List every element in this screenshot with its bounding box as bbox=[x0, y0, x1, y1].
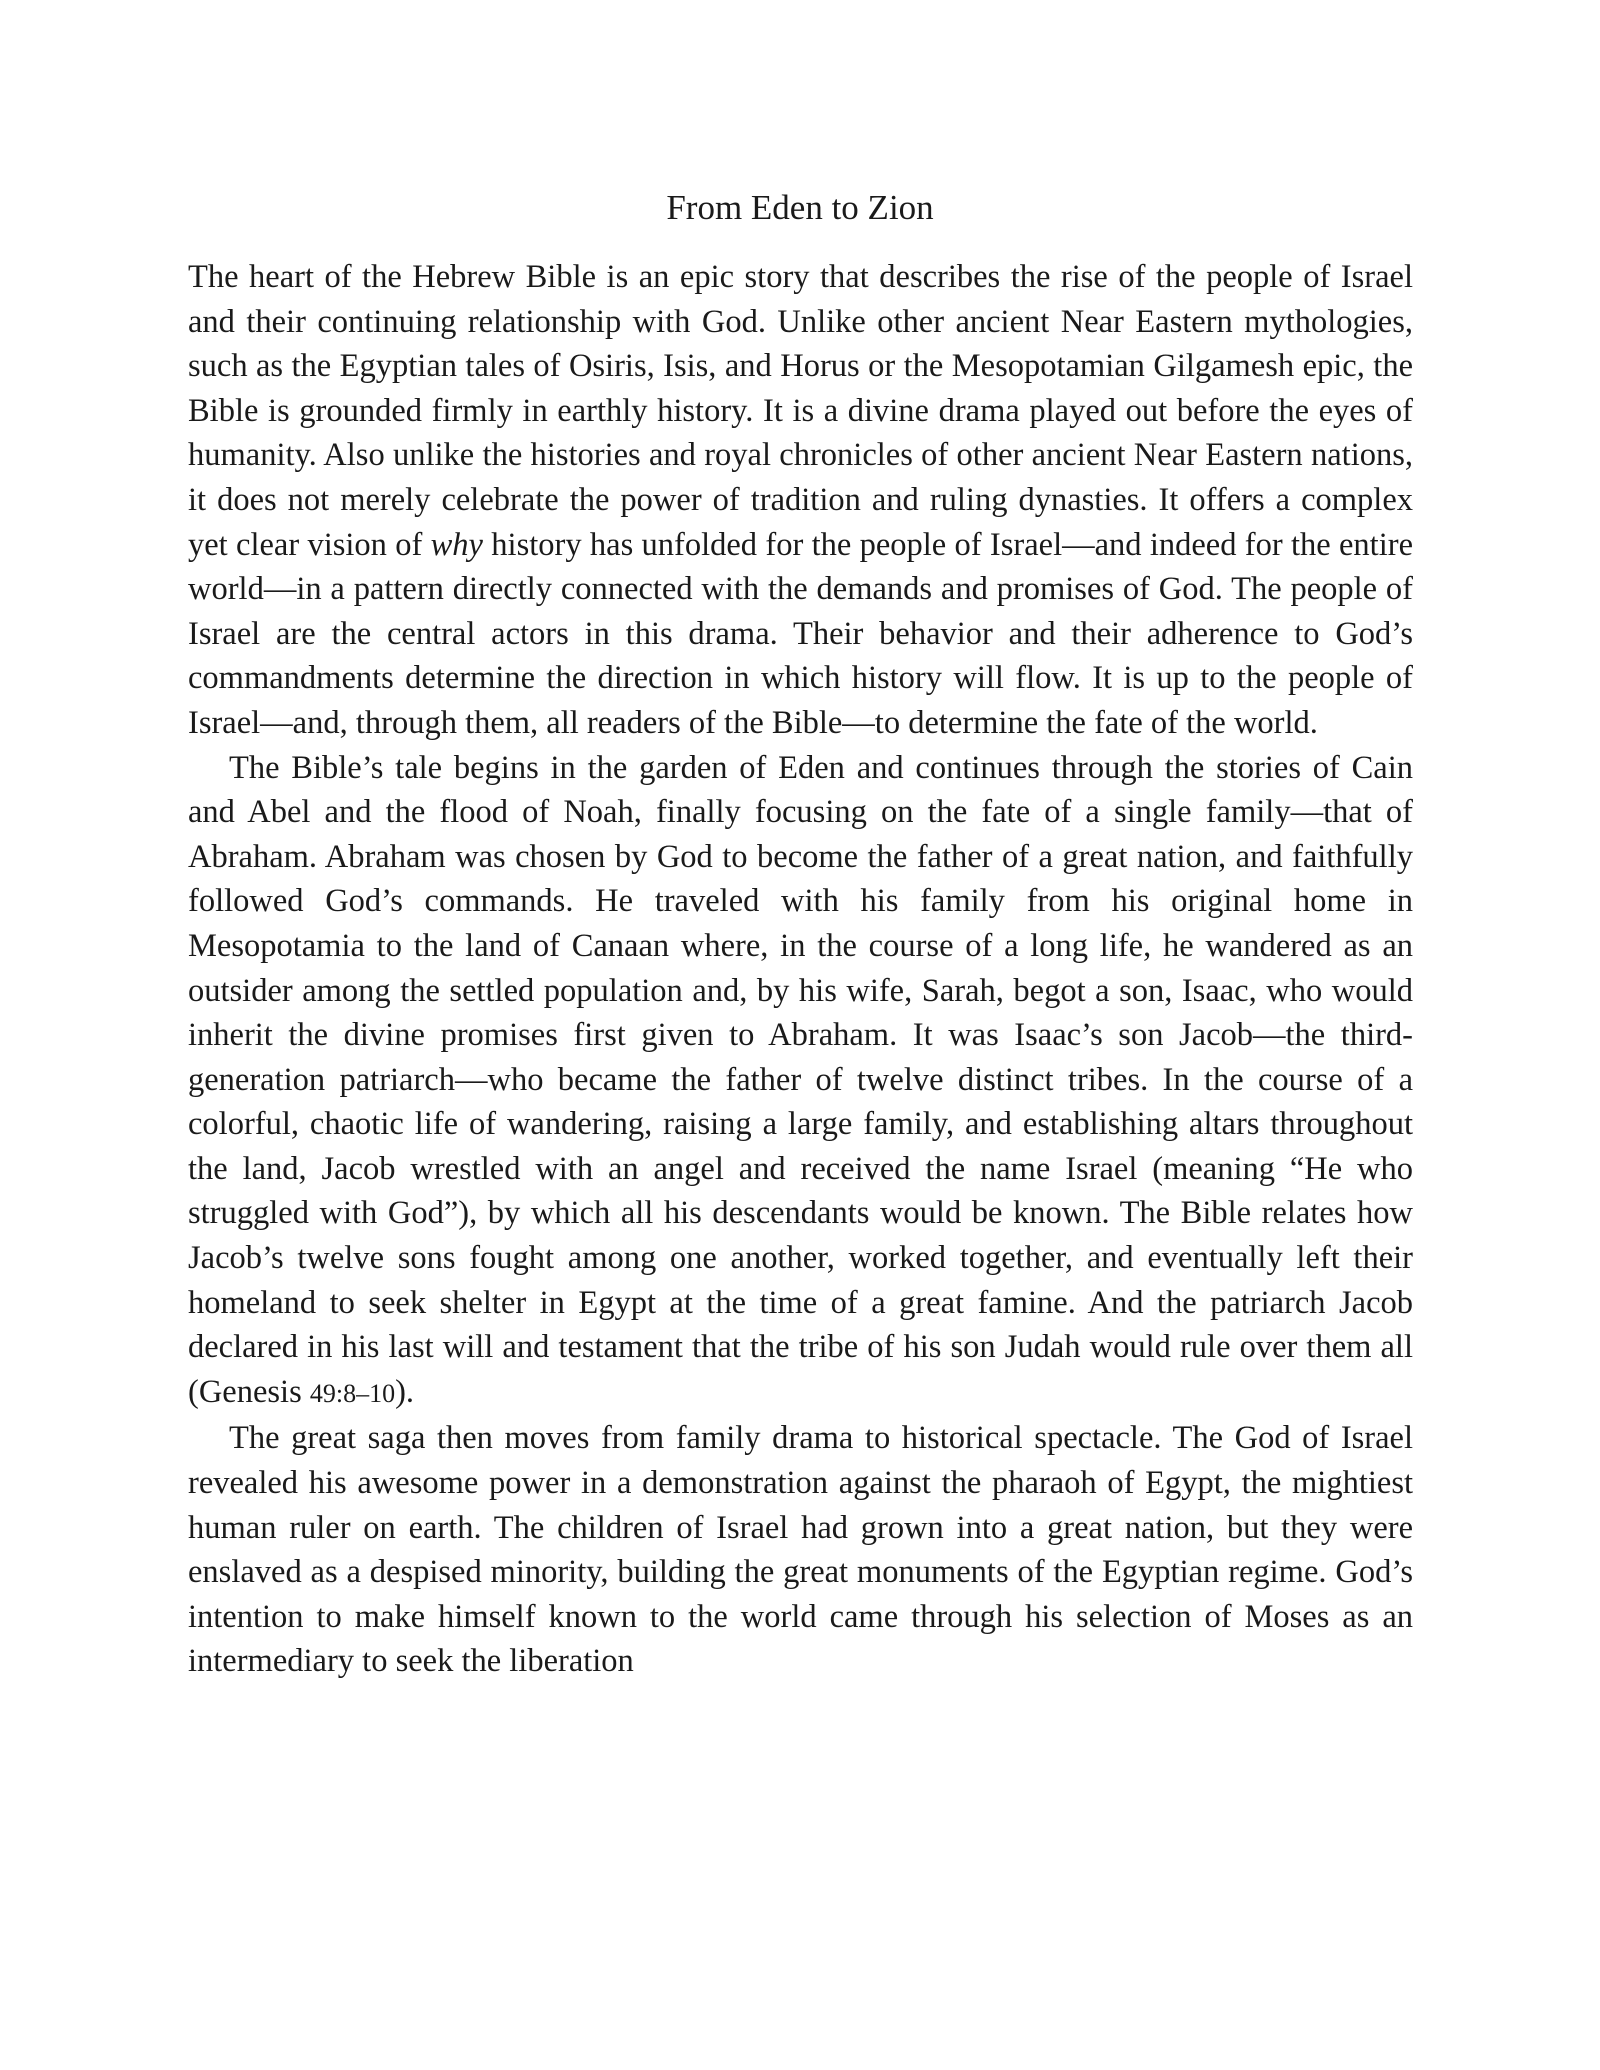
emphasis-why: why bbox=[430, 526, 483, 563]
paragraph-1-text-b: history has unfolded for the people of Israel—and indeed for the entire world—in a pattern directly connected with the demands and promises of God. The people of Israel are the central actors in this drama. Their behavior and their adherence to God’s commandments determine the direction in which history will flow. It is up to the people of Israel—and, through them, all readers of the Bible—to determine the fate of the world. bbox=[188, 526, 1413, 741]
paragraph-2 bbox=[188, 746, 1413, 1417]
paragraph-1-text-a: The heart of the Hebrew Bible is an epic story that describes the rise of the people of Israel and their continuing relationship with God. Unlike other ancient Near Eastern mythologies, such as the Egyptian tales of Osiris, Isis, and Horus or the Mesopotamian Gilgamesh epic, the Bible is grounded firmly in earthly history. It is a divine drama played out before the eyes of humanity. Also unlike the histories and royal chronicles of other ancient Near Eastern nations, it does not merely celebrate the power of tradition and ruling dynasties. It offers a complex yet clear vision of bbox=[188, 259, 1413, 563]
body-text bbox=[188, 255, 1413, 1684]
paragraph-1 bbox=[188, 255, 1413, 746]
verse-reference: 49:8–10 bbox=[309, 1378, 396, 1408]
paragraph-2-text-a: The Bible’s tale begins in the garden of Eden and continues through the stories of Cain and Abel and the flood of Noah, finally focusing on the fate of a single family—that of Abraham. Abraham was chosen by God to become the father of a great nation, and faithfully followed God’s commands. He traveled with his family from his original home in Mesopotamia to the land of Canaan where, in the course of a long life, he wandered as an outsider among the settled population and, by his wife, Sarah, begot a son, Isaac, who would inherit the divine promises first given to Abraham. It was Isaac’s son Jacob—the third-generation patriarch—who became the father of twelve distinct tribes. In the course of a colorful, chaotic life of wandering, raising a large family, and establishing altars throughout the land, Jacob wrestled with an angel and received the name Israel (meaning “He who struggled with God”), by which all his descendants would be known. The Bible relates how Jacob’s twelve sons fought among one another, worked together, and eventually left their homeland to seek shelter in Egypt at the time of a great famine. And the patriarch Jacob declared in his last will and testament that the tribe of his son Judah would rule over them all (Genesis bbox=[188, 749, 1413, 1410]
paragraph-3-text: The great saga then moves from family drama to historical spectacle. The God of Israel revealed his awesome power in a demonstration against the pharaoh of Egypt, the mightiest human ruler on earth. The children of Israel had grown into a great nation, but they were enslaved as a despised minority, building the great monuments of the Egyptian regime. God’s intention to make himself known to the world came through his selection of Moses as an intermediary to seek the liberation bbox=[188, 1420, 1413, 1680]
paragraph-3 bbox=[188, 1416, 1413, 1684]
running-head: From Eden to Zion bbox=[666, 188, 934, 227]
paragraph-2-text-b: ). bbox=[395, 1373, 415, 1410]
